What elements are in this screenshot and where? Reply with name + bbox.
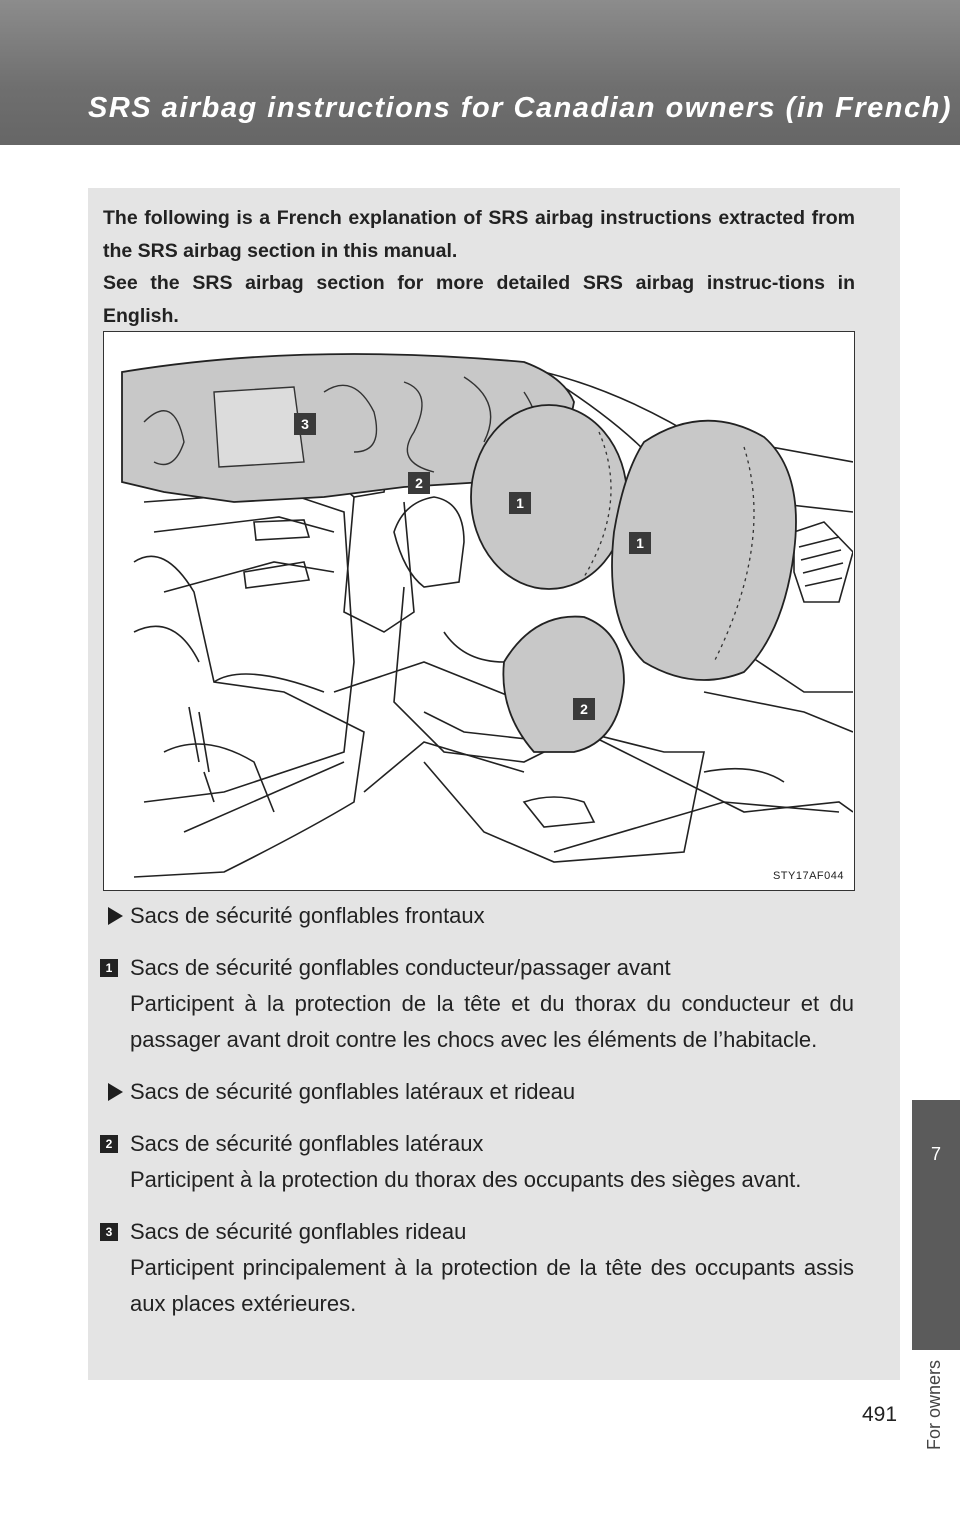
list-item: [100, 1126, 854, 1198]
page-title: SRS airbag instructions for Canadian owners (in French): [88, 92, 952, 124]
item-number-badge: 1: [100, 959, 118, 977]
airbag-descriptions: [100, 898, 854, 1322]
chapter-label: For owners: [924, 1360, 944, 1451]
car-interior-drawing: [104, 332, 853, 889]
page-number: 491: [862, 1403, 898, 1426]
chapter-tab: [912, 1100, 960, 1350]
callout-1: 1: [629, 532, 651, 554]
item-description: Participent à la protection de la tête et du thorax du conducteur et du passager avant droit contre les chocs avec les éléments de l’habitacle.: [130, 991, 854, 1052]
content-panel: [88, 188, 900, 1380]
intro-paragraph-1: The following is a French explanation of SRS airbag instructions extracted from the SRS airbag section in this manual.: [103, 207, 855, 262]
chapter-number: 7: [930, 1144, 941, 1164]
arrow-right-icon: [108, 907, 123, 925]
callout-3: 3: [294, 413, 316, 435]
section-heading-text: Sacs de sécurité gonflables latéraux et rideau: [130, 1079, 576, 1104]
item-number-badge: 2: [100, 1135, 118, 1153]
item-description: Participent à la protection du thorax des occupants des sièges avant.: [130, 1167, 802, 1192]
intro-text: [103, 202, 855, 332]
item-title: Sacs de sécurité gonflables conducteur/passager avant: [130, 955, 671, 980]
page-header: [0, 0, 960, 145]
airbag-illustration: [103, 331, 855, 891]
intro-paragraph-2: See the SRS airbag section for more detailed SRS airbag instruc-tions in English.: [103, 272, 855, 327]
item-title: Sacs de sécurité gonflables rideau: [130, 1219, 467, 1244]
item-description: Participent principalement à la protection de la tête des occupants assis aux places extérieures.: [130, 1255, 854, 1316]
item-title: Sacs de sécurité gonflables latéraux: [130, 1131, 484, 1156]
callout-2: 2: [408, 472, 430, 494]
section-heading-front: [100, 898, 854, 934]
list-item: [100, 1214, 854, 1322]
section-heading-side: [100, 1074, 854, 1110]
item-number-badge: 3: [100, 1223, 118, 1241]
arrow-right-icon: [108, 1083, 123, 1101]
callout-1: 1: [509, 492, 531, 514]
callout-2: 2: [573, 698, 595, 720]
section-heading-text: Sacs de sécurité gonflables frontaux: [130, 903, 485, 928]
list-item: [100, 950, 854, 1058]
chapter-label-area: [912, 1360, 960, 1530]
figure-code: STY17AF044: [772, 870, 844, 882]
